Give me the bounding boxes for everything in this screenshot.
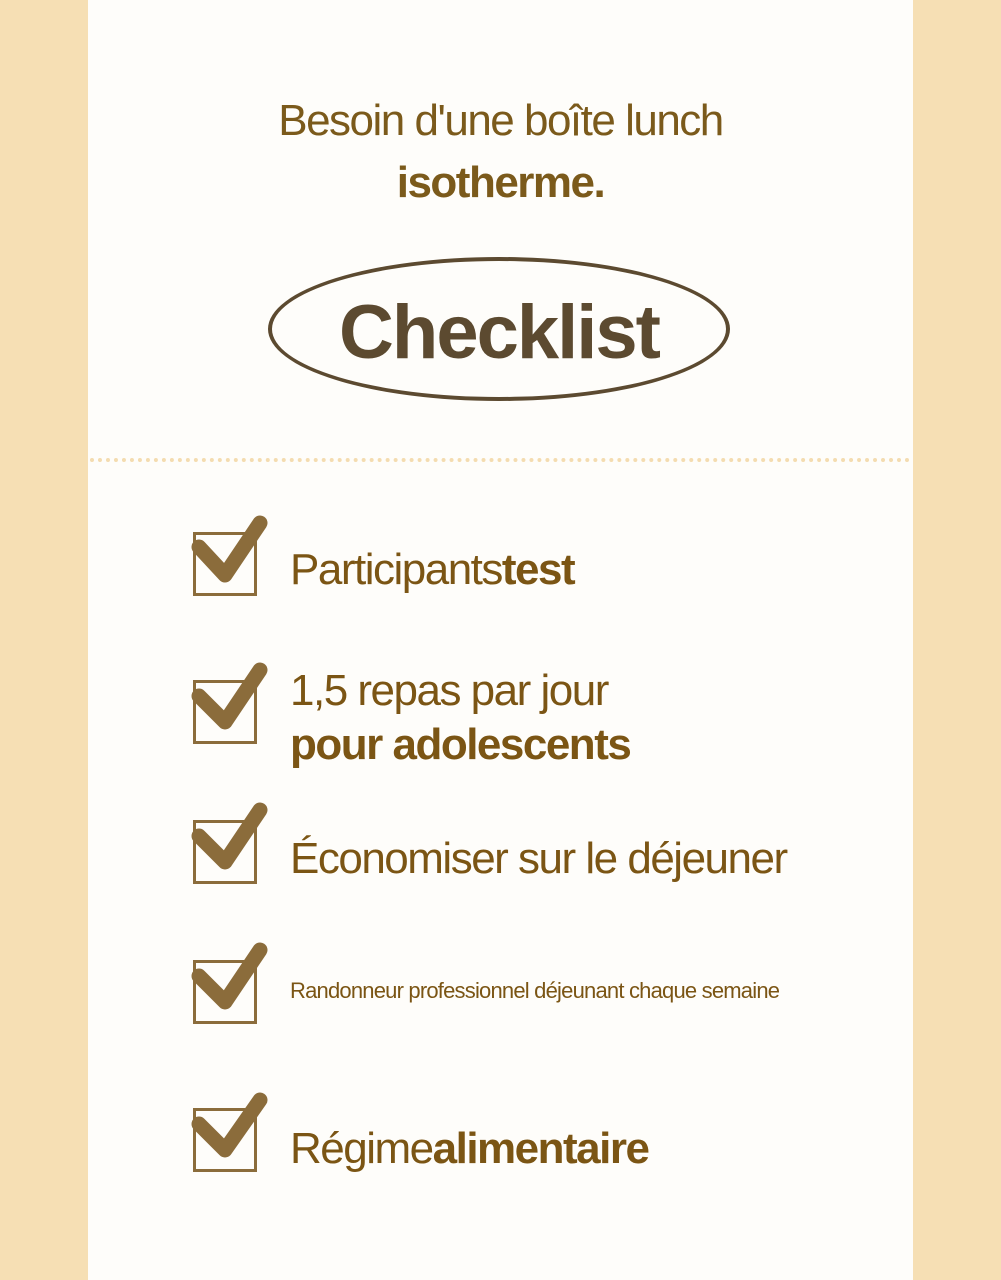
item-text: Randonneur professionnel déjeunant chaque semaine xyxy=(290,978,780,1003)
item-text: Économiser sur le déjeuner xyxy=(290,834,787,883)
checkmark-icon xyxy=(185,515,275,605)
header-line-2: isotherme. xyxy=(396,158,605,207)
checkmark-icon xyxy=(185,800,275,890)
checkmark-icon xyxy=(185,1090,275,1180)
checkmark-icon xyxy=(185,660,275,750)
item-text-bold: pour adolescents xyxy=(290,720,631,769)
item-text: Participants xyxy=(290,545,502,594)
dotted-divider xyxy=(90,458,910,462)
item-text-bold: alimentaire xyxy=(432,1124,649,1173)
checkmark-icon xyxy=(185,940,275,1030)
item-text: Régime xyxy=(290,1124,433,1173)
badge-label: Checklist xyxy=(339,290,659,375)
item-text-bold: test xyxy=(501,545,575,594)
item-text: 1,5 repas par jour xyxy=(290,666,608,715)
header-line-1: Besoin d'une boîte lunch xyxy=(278,96,723,145)
checklist-badge xyxy=(268,257,730,401)
